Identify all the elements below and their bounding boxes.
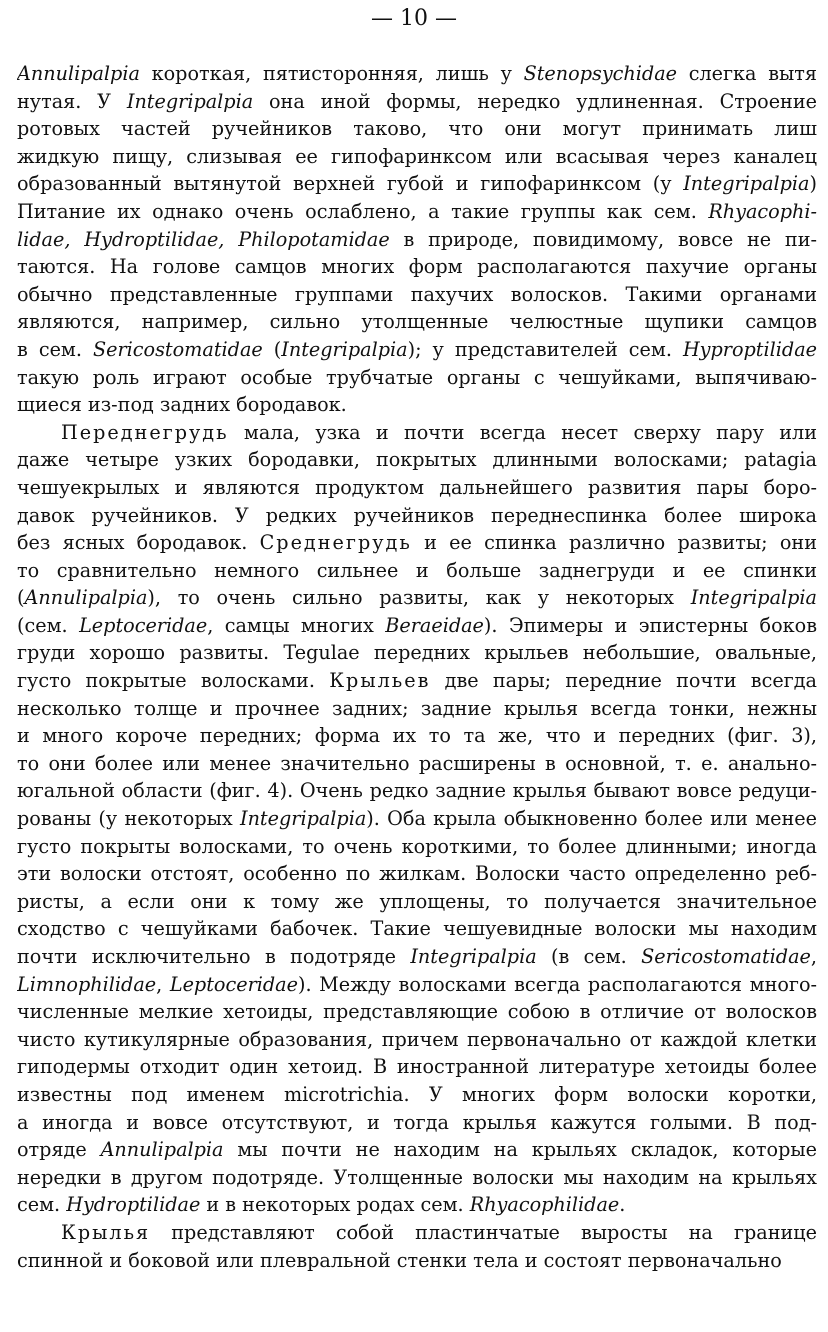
text-line [17, 60, 817, 88]
text-line [17, 198, 817, 226]
italic-term: lidae, Hydroptilidae, Philopotamidae [17, 227, 390, 251]
text-line [17, 1136, 817, 1164]
text-run: слегка вытя [677, 62, 817, 85]
italic-term: Leptoceridae [79, 613, 208, 637]
text-run: (сем. [17, 613, 80, 637]
text-run: рованы (у некоторых [17, 807, 240, 831]
text-run: и в некоторых родах сем. [200, 1193, 470, 1217]
text-line [17, 750, 817, 778]
text-line [17, 253, 817, 281]
text-line [17, 860, 817, 888]
text-run: ). Оба крыла обыкновенно более или менее [366, 807, 817, 831]
text-run: несколько толще и прочнее задних; задние крылья всегда тонки, нежны [17, 696, 817, 720]
italic-term: Beraeidae [385, 613, 484, 637]
italic-term: Integripalpia [239, 807, 367, 831]
text-run: численные мелкие хетоиды, представляющие собою в отличие от волосков [17, 1000, 817, 1024]
text-run: в природе, повидимому, вовсе не пи- [389, 227, 817, 251]
paragraph [17, 1219, 817, 1274]
italic-term: Integripalpia [126, 89, 254, 113]
text-run: спинной и боковой или плевральной стенки тела и состоят первоначально [17, 1248, 782, 1272]
text-line [17, 1219, 817, 1247]
text-line [17, 1081, 817, 1109]
text-run: эти волоски отстоят, особенно по жилкам. Волоски часто определенно реб- [17, 862, 817, 886]
text-line [17, 419, 817, 447]
text-line [17, 170, 817, 198]
page-number: — 10 — [371, 6, 457, 31]
text-line [17, 308, 817, 336]
spaced-term: Крыльев [329, 669, 431, 693]
text-line [17, 143, 817, 171]
text-line [17, 888, 817, 916]
spaced-term: Крылья [61, 1220, 151, 1244]
text-run: мы почти не находим на крыльях складок, которые [223, 1138, 817, 1162]
italic-term: Rhyacophilidae [469, 1193, 620, 1217]
text-line [17, 612, 817, 640]
italic-term: Leptoceridae [169, 972, 298, 996]
text-run: в сем. [17, 337, 93, 361]
text-run: чешуекрылых и являются продуктом дальнейшего развития пары боро- [17, 475, 817, 499]
italic-term: Integripalpia [683, 172, 810, 196]
text-line [17, 557, 817, 585]
text-run: Питание их однако очень ослаблено, а такие группы как сем. [17, 199, 709, 223]
spaced-term: Среднегрудь [259, 531, 412, 555]
text-run: щиеся из-под задних бородавок. [17, 393, 347, 417]
text-line [17, 943, 817, 971]
text-line [17, 446, 817, 474]
text-line [17, 226, 817, 254]
text-line [17, 1026, 817, 1054]
text-line [17, 1164, 817, 1192]
text-run: а иногда и вовсе отсутствуют, и тогда крылья кажутся голыми. В под- [17, 1110, 817, 1134]
text-run: сем. [17, 1193, 67, 1217]
italic-term: Rhyacophi- [708, 199, 817, 223]
italic-term: Hydroptilidae [66, 1193, 201, 1217]
text-run: такую роль играют особые трубчатые органы с чешуйками, выпячиваю- [17, 365, 817, 389]
text-line [17, 1053, 817, 1081]
text-line [17, 502, 817, 530]
text-line [17, 998, 817, 1026]
text-line [17, 474, 817, 502]
text-run: (в сем. [536, 945, 642, 968]
italic-term: Stenopsychidae [523, 62, 677, 85]
text-run: являются, например, сильно утолщенные челюстные щупики самцов [17, 310, 817, 334]
italic-term: Annulipalpia [100, 1138, 224, 1162]
text-run: ); у представителей сем. [407, 337, 683, 361]
text-line [17, 364, 817, 392]
text-line [17, 695, 817, 723]
text-run: югальной области (фиг. 4). Очень редко задние крылья бывают вовсе редуци- [17, 779, 817, 803]
text-run: давок ручейников. У редких ручейников переднеспинка более широка [17, 503, 817, 527]
text-line [17, 1191, 817, 1219]
text-run: мала, узка и почти всегда несет сверху пару или [228, 420, 817, 444]
text-run: , [810, 945, 817, 968]
text-run: образованный вытянутой верхней губой и гипофаринксом (у [17, 172, 684, 196]
text-run: таются. На голове самцов многих форм располагаются пахучие органы [17, 255, 817, 279]
text-run: ротовых частей ручейников таково, что они могут принимать лиш [17, 117, 817, 141]
text-line [17, 971, 817, 999]
text-line [17, 915, 817, 943]
text-run: известны под именем microtrichia. У многих форм волоски коротки, [17, 1082, 817, 1106]
italic-term: Sericostomatidae [92, 337, 263, 361]
paragraph [17, 419, 817, 1219]
text-run: сходство с чешуйками бабочек. Такие чешуевидные волоски мы находим [17, 917, 817, 941]
italic-term: Annulipalpia [17, 62, 140, 85]
text-run: ( [262, 337, 282, 361]
italic-term: Sericostomatidae [641, 945, 811, 968]
text-line [17, 281, 817, 309]
text-run: нутая. У [17, 89, 127, 113]
text-line [17, 805, 817, 833]
italic-term: Annulipalpia [24, 586, 148, 610]
text-run: то они более или менее значительно расширены в основной, т. е. анально- [17, 751, 817, 775]
text-line [17, 529, 817, 557]
text-line [17, 1247, 817, 1275]
text-run: она иной формы, нередко удлиненная. Строение [253, 89, 817, 113]
text-run: ). Эпимеры и эпистерны боков [483, 613, 817, 637]
text-body [17, 60, 817, 1274]
text-run: почти исключительно в подотряде [17, 945, 411, 968]
text-run: обычно представленные группами пахучих волосков. Такими органами [17, 282, 817, 306]
text-run: представляют собой пластинчатые выросты на границе [150, 1220, 817, 1244]
text-run: даже четыре узких бородавки, покрытых длинными волосками; patagia [17, 448, 817, 472]
text-run: чисто кутикулярные образования, причем первоначально от каждой клетки [17, 1027, 817, 1051]
text-run: нередки в другом подотряде. Утолщенные волоски мы находим на крыльях [17, 1165, 817, 1189]
italic-term: Limnophilidae [17, 972, 157, 996]
text-line [17, 639, 817, 667]
text-run: , [156, 972, 170, 996]
text-line [17, 667, 817, 695]
text-run: , самцы многих [207, 613, 386, 637]
text-run: без ясных бородавок. [17, 531, 260, 555]
text-line [17, 722, 817, 750]
text-line [17, 88, 817, 116]
italic-term: Hyproptilidae [682, 337, 817, 361]
text-run: и много короче передних; форма их то та же, что и передних (фиг. 3), [17, 724, 817, 748]
text-line [17, 391, 817, 419]
text-run: две пары; передние почти всегда [430, 669, 817, 693]
text-run: отряде [17, 1138, 101, 1162]
text-run: . [619, 1193, 626, 1217]
text-line [17, 1109, 817, 1137]
text-run: и ее спинка различно развиты; они [411, 531, 817, 555]
text-run: густо покрытые волосками. [17, 669, 330, 693]
text-run: ). Между волосками всегда располагаются много- [297, 972, 817, 996]
text-line [17, 833, 817, 861]
italic-term: Integripalpia [690, 586, 817, 610]
italic-term: Integripalpia [410, 945, 537, 968]
text-run: ристы, а если они к тому же уплощены, то получается значительное [17, 889, 817, 913]
paragraph [17, 60, 817, 419]
spaced-term: Переднегрудь [61, 420, 229, 444]
text-line [17, 584, 817, 612]
text-run: груди хорошо развиты. Tegulae передних крыльев небольшие, овальные, [17, 641, 817, 665]
text-run: ) [809, 172, 817, 196]
text-run: ), то очень сильно развиты, как у некоторых [147, 586, 691, 610]
text-run: густо покрыты волосками, то очень короткими, то более длинными; иногда [17, 834, 817, 858]
text-run: жидкую пищу, слизывая ее гипофаринксом или всасывая через каналец [17, 144, 817, 168]
text-run: то сравнительно немного сильнее и больше заднегруди и ее спинки [17, 558, 817, 582]
text-line [17, 115, 817, 143]
italic-term: Integripalpia [281, 337, 408, 361]
text-line [17, 777, 817, 805]
text-run: ( [17, 586, 25, 610]
text-run: гиподермы отходит один хетоид. В иностранной литературе хетоиды более [17, 1055, 817, 1079]
text-line [17, 336, 817, 364]
text-run: короткая, пятисторонняя, лишь у [139, 62, 524, 85]
